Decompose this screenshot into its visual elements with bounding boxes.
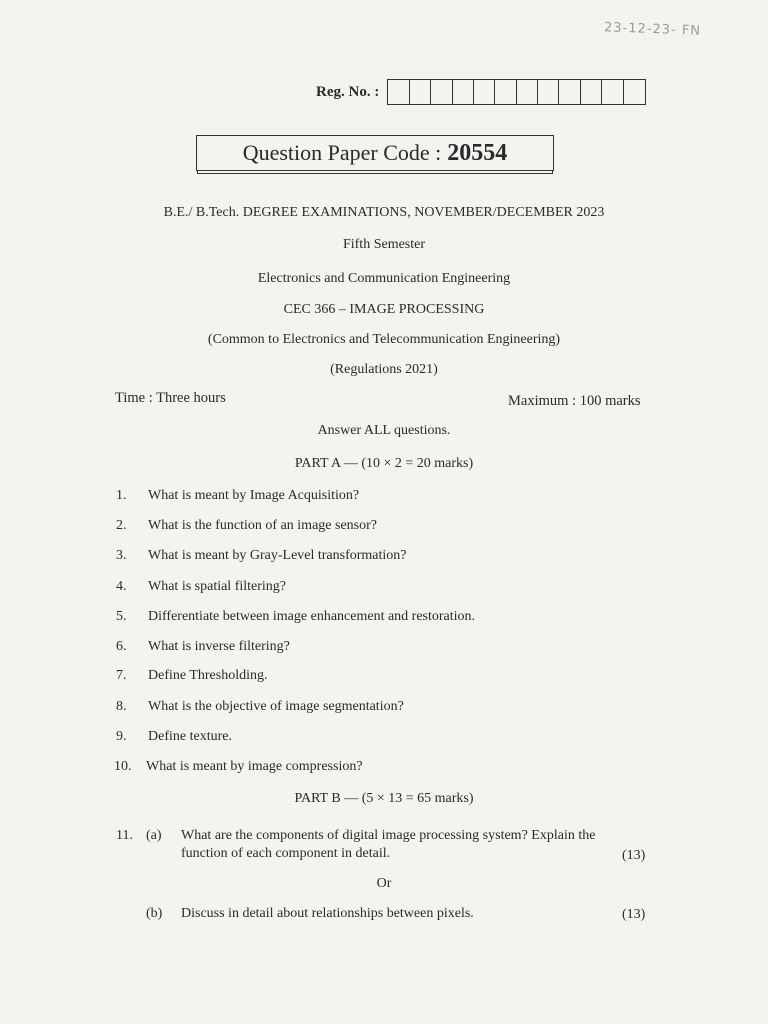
question-11a-label: (a)	[146, 828, 162, 843]
question-text: What is the objective of image segmentation?	[148, 699, 404, 714]
maximum-marks: Maximum : 100 marks	[508, 393, 641, 409]
time-allowed: Time : Three hours	[115, 390, 226, 406]
question-11a-line1: What are the components of digital image processing system? Explain the	[181, 828, 596, 843]
question-text: Define texture.	[148, 729, 232, 744]
question-number: 1.	[116, 488, 127, 503]
question-number: 7.	[116, 668, 127, 683]
instruction: Answer ALL questions.	[317, 423, 451, 438]
reg-no-digit-box[interactable]	[624, 80, 645, 104]
course-title: CEC 366 – IMAGE PROCESSING	[283, 302, 485, 317]
question-number: 8.	[116, 699, 127, 714]
question-paper-code-label: Question Paper Code :	[242, 140, 442, 165]
question-paper-code: 20554	[447, 139, 508, 166]
reg-no-digit-box[interactable]	[474, 80, 495, 104]
question-11b-text: Discuss in detail about relationships between pixels.	[181, 906, 474, 921]
part-a-title: PART A — (10 × 2 = 20 marks)	[294, 456, 474, 471]
question-number: 10.	[114, 759, 132, 774]
reg-no-digit-box[interactable]	[602, 80, 623, 104]
question-11a-marks: (13)	[622, 848, 646, 863]
question-text: Define Thresholding.	[148, 668, 268, 683]
question-text: What is meant by Gray-Level transformation?	[148, 548, 407, 563]
question-number: 6.	[116, 639, 127, 654]
regulations: (Regulations 2021)	[330, 362, 438, 377]
reg-no-digit-box[interactable]	[559, 80, 580, 104]
reg-no-digit-box[interactable]	[517, 80, 538, 104]
common-to: (Common to Electronics and Telecommunication Engineering)	[207, 332, 561, 347]
exam-title: B.E./ B.Tech. DEGREE EXAMINATIONS, NOVEMBER/DECEMBER 2023	[163, 205, 605, 220]
semester: Fifth Semester	[342, 237, 426, 252]
question-paper-code-box	[196, 135, 554, 171]
question-text: What is spatial filtering?	[148, 579, 287, 594]
reg-no-digit-box[interactable]	[388, 80, 409, 104]
question-text: What is meant by Image Acquisition?	[148, 488, 360, 503]
reg-no-label: Reg. No. :	[316, 83, 380, 100]
question-number: 9.	[116, 729, 127, 744]
reg-no-digit-box[interactable]	[538, 80, 559, 104]
or-separator: Or	[376, 876, 392, 891]
reg-no-digit-box[interactable]	[410, 80, 431, 104]
question-text: What is inverse filtering?	[148, 639, 290, 654]
question-11b-marks: (13)	[622, 907, 646, 922]
branch: Electronics and Communication Engineering	[257, 271, 511, 286]
reg-no-boxes[interactable]	[387, 79, 646, 105]
question-number: 5.	[116, 609, 127, 624]
question-11b-label: (b)	[146, 906, 163, 921]
reg-no-digit-box[interactable]	[581, 80, 602, 104]
question-number: 4.	[116, 579, 127, 594]
question-number: 3.	[116, 548, 127, 563]
question-text: What is the function of an image sensor?	[148, 518, 377, 533]
reg-no-digit-box[interactable]	[495, 80, 516, 104]
reg-no-field	[316, 79, 646, 105]
question-text: Differentiate between image enhancement and restoration.	[148, 609, 476, 624]
question-11a-line2: function of each component in detail.	[181, 846, 391, 861]
question-number: 2.	[116, 518, 127, 533]
question-11-number: 11.	[116, 828, 133, 843]
reg-no-digit-box[interactable]	[431, 80, 452, 104]
reg-no-digit-box[interactable]	[453, 80, 474, 104]
handwritten-date-note: 23-12-23- FN	[603, 20, 702, 39]
question-text: What is meant by image compression?	[146, 759, 363, 774]
part-b-title: PART B — (5 × 13 = 65 marks)	[294, 791, 474, 806]
